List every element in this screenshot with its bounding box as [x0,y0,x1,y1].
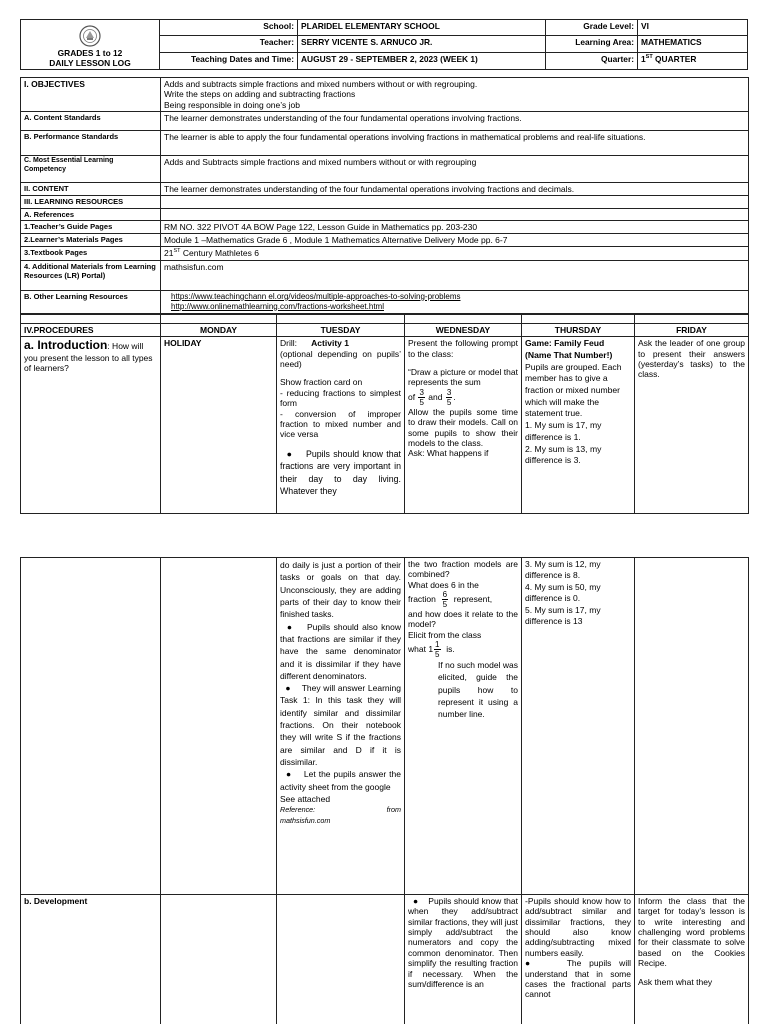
tue-convert: - conversion of improper fraction to mixed number and vice versa [280,408,401,440]
quarter-sup: ST [645,54,653,61]
quarter-label: Quarter: [546,53,638,70]
intro-label-cont [21,558,161,895]
lm-value: Module 1 –Mathematics Grade 6 , Module 1 Mathematics Alternative Delivery Mode pp. 6-7 [161,234,749,247]
quarter-num: 1 [641,54,646,64]
tb-label: 3.Textbook Pages [21,247,161,260]
fraction-1-5: $\frac{1}{5}$ [435,640,440,660]
references-label: A. References [21,208,161,220]
tg-value: RM NO. 322 PIVOT 4A BOW Page 122, Lesson Guide in Mathematics pp. 203-230 [161,220,749,233]
tb-num: 21 [164,248,174,259]
other-value [161,290,749,314]
tue-bullet-4: Let the pupils answer the activity sheet from the google [280,769,401,792]
tue-reduce: - reducing fractions to simplest form [280,387,401,409]
grade-level-label: Grade Level: [546,20,638,36]
friday-intro: Ask the leader of one group to present their answers (yesterday’s tasks) to the class. [635,337,749,514]
content-standards-label: A. Content Standards [21,112,161,131]
other-label: B. Other Learning Resources [21,290,161,314]
friday-intro-cont [635,558,749,895]
wed-quote: “Draw a picture or model that represents the sum [408,367,518,388]
thu-item-4: 4. My sum is 50, my difference is 0. [525,581,601,604]
wed-cont-4: If no such model was elicited, guide the pupils how to represent it using a number line. [438,660,518,720]
day-tuesday: TUESDAY [277,324,405,337]
thu-game-title: Game: Family Feud (Name That Number!) [525,338,613,361]
thursday-intro-cont [522,558,635,895]
am-label: 4. Additional Materials from Learning Resources (LR) Portal) [21,260,161,290]
quarter-value [638,53,748,70]
wed-cont-3: and how does it relate to the model? [408,609,518,630]
day-thursday: THURSDAY [522,324,635,337]
thu-item-3: 3. My sum is 12, my difference is 8. [525,559,601,581]
dates-label: Teaching Dates and Time: [160,53,298,70]
performance-standards-value: The learner is able to apply the four fundamental operations involving fractions in mathematical problems and real-life situations. [161,131,749,156]
other-link-1b[interactable]: el.org/videos/multiple-approaches-to-solving-problems [266,291,461,301]
thu-grouped: Pupils are grouped. Each member has to give a fraction or mixed number which will make the statement true. [525,361,622,419]
thursday-dev: -Pupils should know how to add/subtract similar and dissimilar fractions, they should also know adding/subtracting mixed numbers easily. ● The pupils will understand that in some cases the fractional parts cannot [522,895,635,1024]
tue-drill: Drill: [280,338,297,349]
tue-bullet-3: They will answer Learning Task 1: In this task they will identify similar and dissimilar fractions. On their notebook they will write S if the fractions are similar and D if it is dissimilar. [280,683,401,767]
wed-fraction-word: fraction [408,593,436,604]
school-value: PLARIDEL ELEMENTARY SCHOOL [298,20,546,36]
objectives-label: I. OBJECTIVES [21,78,161,112]
school-label: School: [160,20,298,36]
wed-what: what 1 [408,643,434,654]
objectives-list [161,78,749,112]
header-table [20,19,748,70]
friday-dev [635,895,749,1024]
other-link-1a[interactable]: https://www.teachingchann [171,291,267,301]
wed-prompt: Present the following prompt to the class: [408,338,518,359]
tue-see-attached: See attached [280,793,331,804]
intro-rest: : How will you present the lesson to all types of learners? [24,341,153,374]
objective-2: Write the steps on adding and subtracting fractions [164,89,356,100]
tg-label: 1.Teacher’s Guide Pages [21,220,161,233]
wed-and: and [428,391,443,402]
grade-level-value: VI [638,20,748,36]
tue-ref-from: from [386,805,401,815]
tue-cont: do daily is just a portion of their tasks or goals on that day. Unconsciously, they are adding parts of their day to know their finished tasks. [280,560,401,620]
tue-bullet-2: Pupils should also know that fractions are similar if they have the same denominator and it is dissimilar if they have different denominators. [280,621,401,681]
am-value: mathsisfun.com [161,260,749,290]
competency-label: C. Most Essential Learning Competency [21,156,161,183]
tuesday-intro-cont: do daily is just a portion of their tasks or goals on that day. Unconsciously, they are adding parts of their day to know their finished tasks. ● Pupils should also know that fractions are similar if they have the same denominator and it is dissimilar if they have different denominators. ● They will answer Learning Task 1: In this task they will identify similar and dissimilar fractions. On their notebook they will write S if the fractions are similar and D if it is dissimilar. ● Let the pupils answer the activity sheet from the google See attached Reference: from mathsisfun.com [277,558,405,895]
procedures-table-p1 [20,313,749,514]
wed-ask: Ask: What happens if [408,448,489,459]
monday-intro-cont [161,558,277,895]
fri-dev-2: Ask them what they [638,976,713,987]
resources-label: III. LEARNING RESOURCES [21,196,161,208]
tue-bullet-1: Pupils should know that fractions are very important in their day to day living. Whatever they [280,448,401,497]
procedures-label: IV.PROCEDURES [21,324,161,337]
wednesday-intro-cont [405,558,522,895]
log-title: DAILY LESSON LOG [49,57,131,68]
fri-dev-1: Inform the class that the target for today’s lesson is to write interesting and challenging word problems for their classmate to solve based on the Cookies Recipe. [638,896,745,969]
wed-dev-text: Pupils should know that when they add/subtract similar fractions, they will just simply add/subtract the numerators and copy the common denominator. Then simplify the resulting fraction if necessary. When the sum/difference is an [408,896,518,989]
objectives-table [20,77,749,315]
thursday-intro [522,337,635,514]
wed-allow: Allow the pupils some time to draw their models. Call on some pupils to show their models to the class. [408,406,518,448]
objective-3: Being responsible in doing one’s job [164,99,300,110]
thu-item-5: 5. My sum is 17, my difference is 13 [525,604,601,627]
teacher-value: SERRY VICENTE S. ARNUCO JR. [298,36,546,53]
thu-item-1: 1. My sum is 17, my difference is 1. [525,420,602,442]
monday-dev [161,895,277,1024]
tb-rest: Century Mathletes 6 [180,248,259,259]
tue-ref-label: Reference: [280,805,316,815]
content-label: II. CONTENT [21,183,161,196]
wed-cont-1: the two fraction models are combined? [408,559,518,580]
thu-item-2: 2. My sum is 13, my difference is 3. [525,443,602,466]
fraction-3-5-b: $\frac{3}{5}$ [446,387,452,407]
tue-show: Show fraction card on [280,377,363,388]
day-friday: FRIDAY [635,324,749,337]
tuesday-intro: Drill: Activity 1 (optional depending on pupils’ need) Show fraction card on - reducing fractions to simplest form - conversion of improper fraction to mixed number and vice versa ● Pupils should know that fractions are very important in their day to day living. Whatever they [277,337,405,514]
tb-sup: ST [173,248,181,255]
content-value: The learner demonstrates understanding of the four fundamental operations involving fractions and decimals. [161,183,749,196]
teacher-label: Teacher: [160,36,298,53]
content-standards-value: The learner demonstrates understanding of the four fundamental operations involving fractions. [161,112,749,131]
wed-represent: represent, [453,593,493,604]
tue-activity: Activity 1 [311,338,349,349]
resources-value [161,196,749,208]
grades-label: GRADES 1 to 12 [57,47,123,58]
learning-area-label: Learning Area: [546,36,638,53]
wednesday-intro: Present the following prompt to the class: “Draw a picture or model that represents the sum of $\frac{3}{5}$ and $\frac{3}{5}$ . Allow the pupils some time to draw their models. Call on some pupils to show their models to the class. Ask: What happens if [405,337,522,514]
tuesday-dev [277,895,405,1024]
tue-ref-site: mathsisfun.com [280,815,331,825]
day-wednesday: WEDNESDAY [405,324,522,337]
references-value [161,208,749,220]
day-monday: MONDAY [161,324,277,337]
learning-area-value: MATHEMATICS [638,36,748,53]
monday-intro: HOLIDAY [161,337,277,514]
tue-optional: (optional depending on pupils’ need) [280,348,401,370]
dates-value: AUGUST 29 - SEPTEMBER 2, 2023 (WEEK 1) [298,53,546,70]
other-link-2[interactable]: http://www.onlinemathlearning.com/fractions-worksheet.html [171,301,384,311]
wed-cont-2: What does 6 in the [408,579,479,590]
wed-of: of [408,391,416,402]
lm-label: 2.Learner’s Materials Pages [21,234,161,247]
performance-standards-label: B. Performance Standards [21,131,161,156]
thu-dev-1: -Pupils should know how to add/subtract similar and dissimilar fractions, they should also know adding/subtracting mixed numbers easily. [525,896,631,958]
development-label: b. Development [21,895,161,1024]
wed-is: is. [446,643,455,654]
fraction-6-5: $\frac{6}{5}$ [442,590,448,610]
competency-value: Adds and Subtracts simple fractions and mixed numbers without or with regrouping [161,156,749,183]
fraction-3-5: $\frac{3}{5}$ [419,387,424,407]
objective-1: Adds and subtracts simple fractions and mixed numbers without or with regrouping. [164,79,478,89]
thu-dev-2: The pupils will understand that in some cases the fractional parts cannot [525,958,631,1000]
wed-elicit: Elicit from the class [408,629,482,640]
quarter-rest: QUARTER [652,54,697,64]
tb-value [161,247,749,260]
deped-seal-icon [78,25,102,47]
header-logo-cell [21,20,160,70]
intro-head: a. Introduction [24,338,108,353]
intro-label [21,337,161,514]
spacer-cell [21,314,161,324]
wednesday-dev: ● Pupils should know that when they add/subtract similar fractions, they will just simply add/subtract the numerators and copy the common denominator. Then simplify the resulting fraction if necessary. When the sum/difference is an [405,895,522,1024]
procedures-table-p2 [20,557,749,1024]
